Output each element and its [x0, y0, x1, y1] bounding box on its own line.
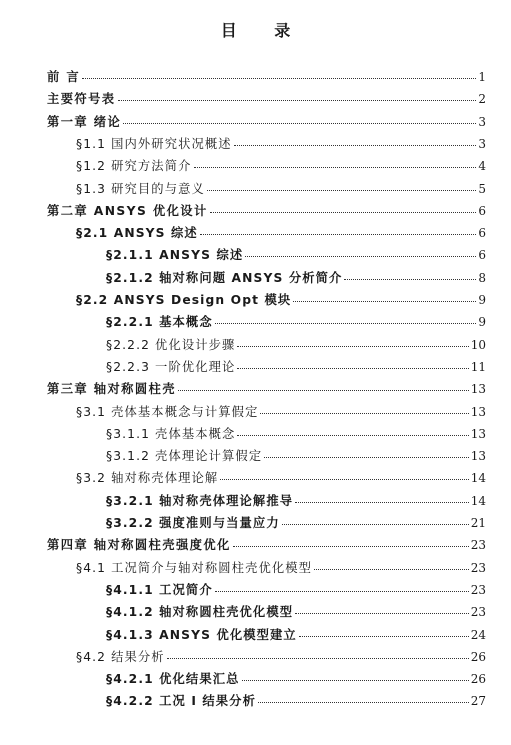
toc-entry-page-number: 23	[470, 582, 486, 597]
toc-entry-page-number: 23	[470, 538, 486, 553]
toc-entry[interactable]	[106, 625, 486, 643]
toc-entry-page-number: 1	[478, 70, 486, 84]
toc-entry[interactable]	[106, 446, 486, 464]
dot-leader	[234, 145, 477, 146]
toc-entry-title: §1.3 研究目的与意义	[76, 181, 205, 196]
toc-entry[interactable]	[76, 290, 486, 308]
toc-entry-title: §2.2 ANSYS Design Opt 模块	[76, 293, 292, 307]
dot-leader	[82, 78, 476, 79]
dot-leader	[295, 613, 469, 614]
toc-entry-title: §3.2.1 轴对称壳体理论解推导	[106, 493, 294, 508]
toc-entry[interactable]	[47, 112, 486, 130]
dot-leader	[237, 346, 468, 347]
toc-entry[interactable]	[106, 580, 486, 598]
dot-leader	[210, 212, 477, 213]
toc-entry[interactable]	[106, 691, 486, 709]
toc-entry[interactable]	[106, 312, 486, 330]
page-title: 目 录	[220, 21, 307, 40]
toc-entry-page-number: 13	[470, 449, 486, 464]
dot-leader	[293, 301, 476, 302]
toc-entry-title: 第二章 ANSYS 优化设计	[47, 203, 208, 218]
dot-leader	[264, 457, 468, 458]
toc-entry-page-number: 26	[470, 649, 486, 664]
toc-entry-title: 第一章 绪论	[47, 114, 122, 129]
toc-entry[interactable]	[47, 379, 486, 397]
toc-entry-title: §2.2.3 一阶优化理论	[106, 359, 236, 374]
toc-entry-page-number: 11	[470, 359, 486, 374]
toc-entry-title: §2.1.2 轴对称问题 ANSYS 分析简介	[106, 270, 343, 285]
toc-entry-page-number: 6	[478, 226, 486, 241]
dot-leader	[194, 167, 477, 168]
dot-leader	[123, 123, 476, 124]
toc-entry-page-number: 21	[470, 516, 486, 530]
toc-entry-page-number: 26	[470, 672, 486, 687]
dot-leader	[344, 279, 476, 280]
toc-entry-title: §4.2.1 优化结果汇总	[106, 672, 240, 687]
toc-entry-title: §4.1.2 轴对称圆柱壳优化模型	[106, 605, 294, 620]
dot-leader	[237, 435, 468, 436]
toc-entry-title: §4.2 结果分析	[76, 649, 165, 664]
toc-entry[interactable]	[76, 647, 486, 665]
toc-entry-title: 前 言	[47, 70, 81, 84]
toc-entry[interactable]	[76, 156, 486, 174]
toc-entry-title: §2.1 ANSYS 综述	[76, 226, 198, 241]
toc-entry-title: §4.1 工况简介与轴对称圆柱壳优化模型	[76, 560, 313, 575]
toc-entry-title: §1.1 国内外研究状况概述	[76, 136, 232, 151]
toc-entry-page-number: 13	[470, 382, 486, 397]
toc-entry-page-number: 14	[470, 471, 486, 486]
dot-leader	[215, 323, 477, 324]
toc-entry-title: §3.1.1 壳体基本概念	[106, 426, 236, 441]
toc-entry-page-number: 3	[478, 114, 486, 129]
dot-leader	[314, 569, 469, 570]
toc-entry-title: §2.2.1 基本概念	[106, 315, 213, 330]
toc-entry[interactable]	[106, 335, 486, 353]
toc-entry[interactable]	[106, 268, 486, 286]
dot-leader	[207, 190, 476, 191]
toc-entry-page-number: 6	[478, 248, 486, 263]
dot-leader	[200, 234, 477, 235]
dot-leader	[295, 502, 469, 503]
toc-entry[interactable]	[106, 491, 486, 509]
dot-leader	[237, 368, 468, 369]
toc-entry-title: 第四章 轴对称圆柱壳强度优化	[47, 538, 231, 553]
dot-leader	[282, 524, 469, 525]
dot-leader	[220, 479, 468, 480]
dot-leader	[233, 546, 469, 547]
toc-entry-page-number: 4	[478, 159, 486, 174]
toc-entry-page-number: 3	[478, 136, 486, 151]
toc-entry-page-number: 10	[470, 337, 486, 352]
toc-entry[interactable]	[76, 402, 486, 420]
toc-entry[interactable]	[76, 179, 486, 197]
dot-leader	[299, 636, 469, 637]
toc-entry-page-number: 9	[478, 315, 486, 330]
dot-leader	[118, 100, 477, 101]
toc-entry-title: 第三章 轴对称圆柱壳	[47, 382, 176, 397]
toc-entry-title: 主要符号表	[47, 92, 116, 107]
toc-entry[interactable]	[47, 89, 486, 107]
toc-entry[interactable]	[106, 513, 486, 531]
toc-entry-page-number: 5	[478, 181, 486, 196]
toc-entry[interactable]	[76, 468, 486, 486]
toc-entry[interactable]	[47, 535, 486, 553]
toc-entry[interactable]	[76, 558, 486, 576]
toc-entry-title: §4.2.2 工况 I 结果分析	[106, 694, 256, 709]
toc-entry[interactable]	[106, 245, 486, 263]
toc-entry[interactable]	[106, 602, 486, 620]
toc-entry-page-number: 6	[478, 203, 486, 218]
toc-entry-title: §3.2.2 强度准则与当量应力	[106, 516, 280, 530]
toc-entry[interactable]	[47, 201, 486, 219]
toc-entry-page-number: 9	[478, 293, 486, 307]
dot-leader	[258, 702, 469, 703]
dot-leader	[215, 591, 469, 592]
toc-entry[interactable]	[106, 424, 486, 442]
toc-entry-title: §1.2 研究方法简介	[76, 159, 192, 174]
toc-entry-title: §3.2 轴对称壳体理论解	[76, 471, 219, 486]
toc-entry[interactable]	[76, 223, 486, 241]
toc-entry-page-number: 13	[470, 426, 486, 441]
toc-entry-title: §4.1.3 ANSYS 优化模型建立	[106, 627, 297, 642]
toc-entry[interactable]	[47, 67, 486, 85]
toc-entry-page-number: 24	[470, 627, 486, 642]
toc-entry-title: §2.2.2 优化设计步骤	[106, 337, 236, 352]
toc-entry[interactable]	[106, 669, 486, 687]
toc-entry-title: §3.1 壳体基本概念与计算假定	[76, 404, 259, 419]
toc-entry-page-number: 13	[470, 404, 486, 419]
toc-entry[interactable]	[106, 357, 486, 375]
dot-leader	[245, 256, 476, 257]
toc-entry-title: §3.1.2 壳体理论计算假定	[106, 449, 263, 464]
toc-entry-page-number: 2	[478, 92, 486, 107]
dot-leader	[167, 658, 469, 659]
dot-leader	[260, 413, 468, 414]
toc-entry-page-number: 14	[470, 493, 486, 508]
toc-entry-title: §4.1.1 工况简介	[106, 582, 213, 597]
toc-entry-page-number: 8	[478, 270, 486, 285]
toc-entry-page-number: 27	[470, 694, 486, 709]
toc-entry-page-number: 23	[470, 560, 486, 575]
toc-entry[interactable]	[76, 134, 486, 152]
dot-leader	[178, 390, 469, 391]
dot-leader	[242, 680, 469, 681]
toc-entry-page-number: 23	[470, 605, 486, 620]
toc-entry-title: §2.1.1 ANSYS 综述	[106, 248, 244, 263]
